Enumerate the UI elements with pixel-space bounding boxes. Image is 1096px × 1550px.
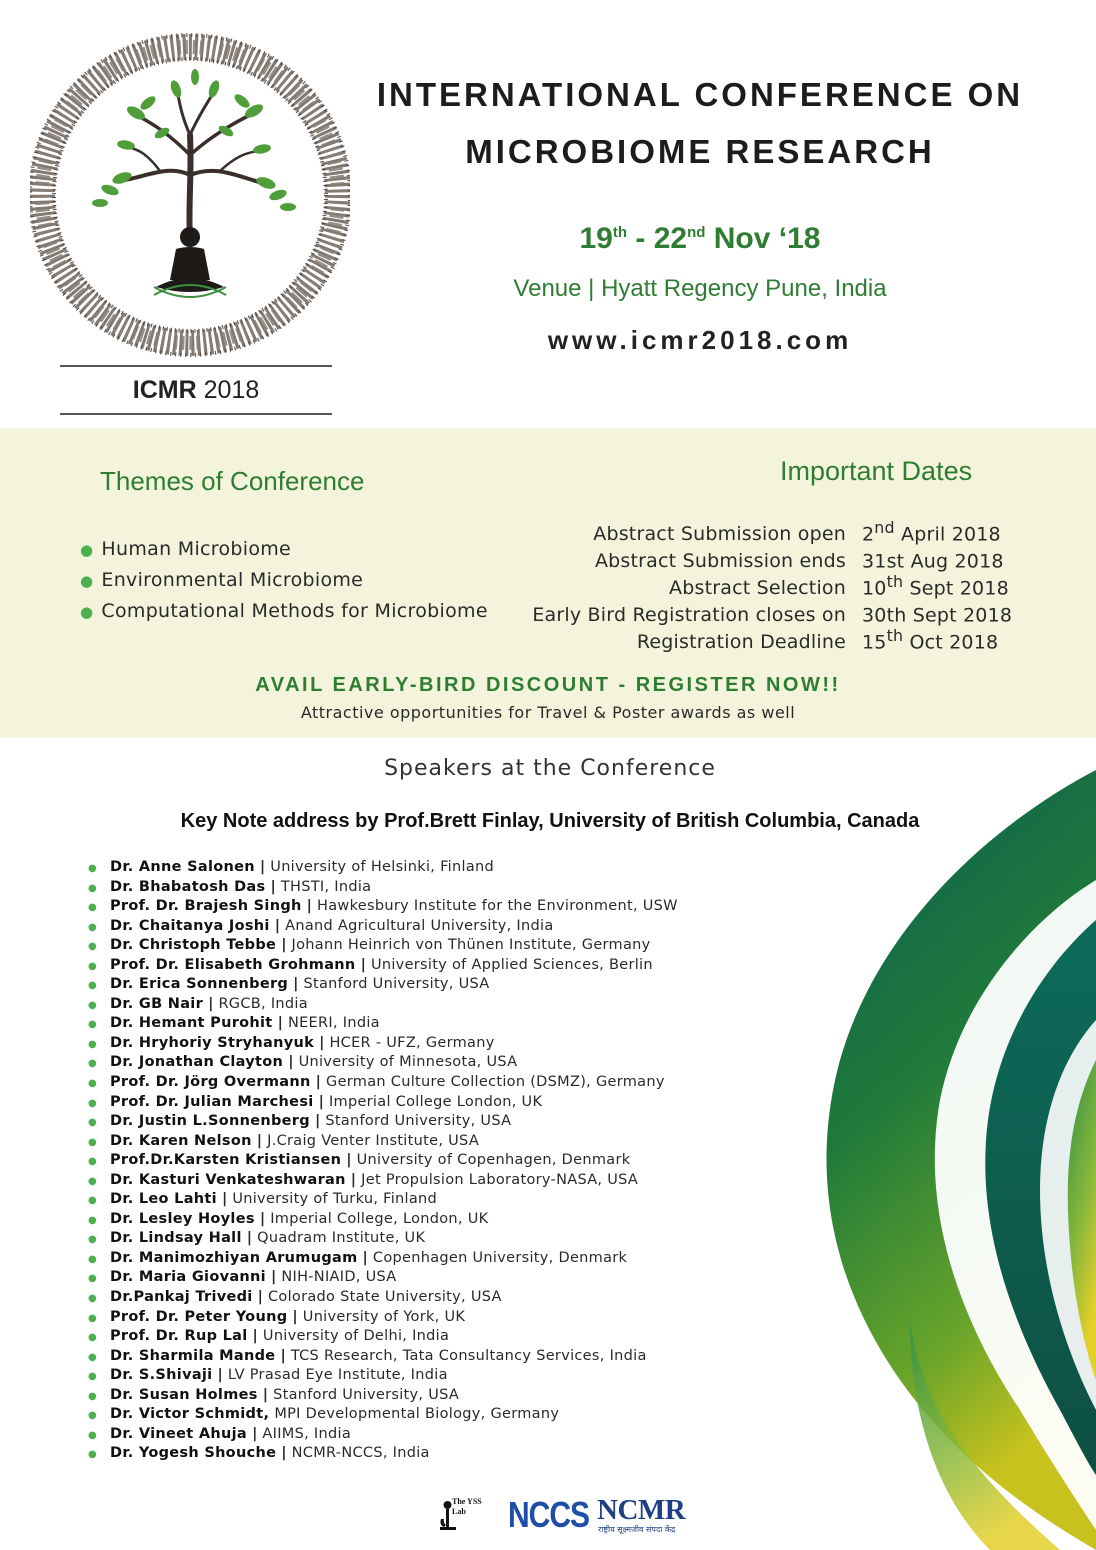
speaker-item: ● Prof. Dr. Rup Lal | University of Delhi, India xyxy=(88,1327,678,1347)
speaker-item: ● Dr. Victor Schmidt, MPI Developmental Biology, Germany xyxy=(88,1405,678,1425)
bullet-icon: ● xyxy=(88,999,97,1011)
speaker-item: ● Dr.Pankaj Trivedi | Colorado State University, USA xyxy=(88,1288,678,1308)
speaker-item: ● Dr. Manimozhiyan Arumugam | Copenhagen University, Denmark xyxy=(88,1249,678,1269)
speaker-item: ● Dr. Kasturi Venkateshwaran | Jet Propulsion Laboratory-NASA, USA xyxy=(88,1171,678,1191)
bullet-icon: ● xyxy=(88,1312,97,1324)
bullet-icon: ● xyxy=(88,1175,97,1187)
bullet-icon: ● xyxy=(88,882,97,894)
speaker-item: ● Dr. Lesley Hoyles | Imperial College, London, UK xyxy=(88,1210,678,1230)
bullet-icon: ● xyxy=(88,1351,97,1363)
speaker-item: ● Prof. Dr. Jörg Overmann | German Culture Collection (DSMZ), Germany xyxy=(88,1073,678,1093)
conference-title-line-1: INTERNATIONAL CONFERENCE ON xyxy=(376,76,1024,113)
ncmr-logo: NCMR xyxy=(597,1494,686,1526)
bullet-icon: ● xyxy=(88,1371,97,1383)
bullet-icon: ● xyxy=(88,1293,97,1305)
bullet-icon: ● xyxy=(88,960,97,972)
bullet-icon: ● xyxy=(88,1429,97,1441)
speaker-item: ● Prof. Dr. Julian Marchesi | Imperial College London, UK xyxy=(88,1093,678,1113)
keynote-speaker: Key Note address by Prof.Brett Finlay, University of British Columbia, Canada xyxy=(180,810,920,832)
yss-lab-logo-text: The YSS Lab xyxy=(452,1497,482,1516)
bullet-icon: ● xyxy=(88,1117,97,1129)
website-link[interactable]: www.icmr2018.com xyxy=(547,325,853,355)
speaker-item: ● Dr. Susan Holmes | Stanford University, USA xyxy=(88,1386,678,1406)
date-row: Registration Deadline 15th Oct 2018 xyxy=(636,626,999,654)
ncmr-logo-subtext: राष्ट्रीय सूक्ष्मजीव संपदा केंद्र xyxy=(598,1525,676,1534)
cta-subline: Attractive opportunities for Travel & Poster awards as well xyxy=(300,703,796,722)
speaker-item: ● Prof. Dr. Peter Young | University of York, UK xyxy=(88,1308,678,1328)
bullet-icon: ● xyxy=(88,1390,97,1402)
bullet-icon: ● xyxy=(80,541,94,559)
speaker-item: ● Prof. Dr. Brajesh Singh | Hawkesbury Institute for the Environment, USW xyxy=(88,897,678,917)
speaker-item: ● Prof. Dr. Elisabeth Grohmann | University of Applied Sciences, Berlin xyxy=(88,956,678,976)
speaker-item: ● Dr. S.Shivaji | LV Prasad Eye Institute, India xyxy=(88,1366,678,1386)
bullet-icon: ● xyxy=(88,1078,97,1090)
bullet-icon: ● xyxy=(88,1449,97,1461)
theme-item: ● Computational Methods for Microbiome xyxy=(80,600,488,622)
speaker-item: ● Prof.Dr.Karsten Kristiansen | University of Copenhagen, Denmark xyxy=(88,1151,678,1171)
bullet-icon: ● xyxy=(88,1332,97,1344)
date-row: Early Bird Registration closes on 30th Sept 2018 xyxy=(532,604,1013,627)
speaker-item: ● Dr. Bhabatosh Das | THSTI, India xyxy=(88,878,678,898)
bullet-icon: ● xyxy=(88,921,97,933)
speaker-item: ● Dr. Justin L.Sonnenberg | Stanford University, USA xyxy=(88,1112,678,1132)
bullet-icon: ● xyxy=(88,980,97,992)
bullet-icon: ● xyxy=(88,1156,97,1168)
speaker-item: ● Dr. Anne Salonen | University of Helsinki, Finland xyxy=(88,858,678,878)
date-row: Abstract Submission ends 31st Aug 2018 xyxy=(594,550,1004,573)
speaker-item: ● Dr. Chaitanya Joshi | Anand Agricultural University, India xyxy=(88,917,678,937)
logo-caption: ICMR 2018 xyxy=(60,365,332,415)
speaker-item: ● Dr. Jonathan Clayton | University of Minnesota, USA xyxy=(88,1053,678,1073)
bullet-icon: ● xyxy=(88,1097,97,1109)
bullet-icon: ● xyxy=(88,902,97,914)
speaker-item: ● Dr. Hryhoriy Stryhanyuk | HCER - UFZ, Germany xyxy=(88,1034,678,1054)
bullet-icon: ● xyxy=(88,1136,97,1148)
bullet-icon: ● xyxy=(88,1058,97,1070)
speaker-item: ● Dr. Maria Giovanni | NIH-NIAID, USA xyxy=(88,1268,678,1288)
venue: Venue | Hyatt Regency Pune, India xyxy=(513,275,887,302)
bullet-icon: ● xyxy=(88,1214,97,1226)
speaker-item: ● Dr. Hemant Purohit | NEERI, India xyxy=(88,1014,678,1034)
bullet-icon: ● xyxy=(80,603,94,621)
bullet-icon: ● xyxy=(88,941,97,953)
bullet-icon: ● xyxy=(88,1038,97,1050)
speaker-item: ● Dr. Yogesh Shouche | NCMR-NCCS, India xyxy=(88,1444,678,1464)
bullet-icon: ● xyxy=(80,572,94,590)
speakers-heading: Speakers at the Conference xyxy=(384,756,716,781)
speaker-item: ● Dr. Christoph Tebbe | Johann Heinrich von Thünen Institute, Germany xyxy=(88,936,678,956)
nccs-logo: NCCS xyxy=(508,1496,590,1536)
speaker-item: ● Dr. Sharmila Mande | TCS Research, Tata Consultancy Services, India xyxy=(88,1347,678,1367)
bullet-icon: ● xyxy=(88,1195,97,1207)
speaker-item: ● Dr. Karen Nelson | J.Craig Venter Institute, USA xyxy=(88,1132,678,1152)
bullet-icon: ● xyxy=(88,1253,97,1265)
register-cta[interactable]: AVAIL EARLY-BIRD DISCOUNT - REGISTER NOW!! xyxy=(255,674,841,696)
date-row: Abstract Selection 10th Sept 2018 xyxy=(669,572,1009,600)
bullet-icon: ● xyxy=(88,1234,97,1246)
date-row: Abstract Submission open 2nd April 2018 xyxy=(593,518,1001,546)
decorative-swoosh xyxy=(760,760,1096,1550)
bullet-icon: ● xyxy=(88,1273,97,1285)
conference-title-line-2: MICROBIOME RESEARCH xyxy=(465,133,935,170)
important-dates-heading: Important Dates xyxy=(780,456,973,486)
bullet-icon: ● xyxy=(88,863,97,874)
speaker-item: ● Dr. Leo Lahti | University of Turku, Finland xyxy=(88,1190,678,1210)
event-date: 19th - 22nd Nov ‘18 xyxy=(579,222,821,255)
important-dates-table xyxy=(480,514,1013,654)
speaker-item: ● Dr. GB Nair | RGCB, India xyxy=(88,995,678,1015)
conference-logo xyxy=(30,25,350,415)
theme-item: ● Human Microbiome xyxy=(80,538,292,560)
themes-list xyxy=(80,537,488,630)
themes-heading: Themes of Conference xyxy=(100,466,365,496)
bullet-icon: ● xyxy=(88,1410,97,1422)
theme-item: ● Environmental Microbiome xyxy=(80,569,364,591)
speaker-item: ● Dr. Lindsay Hall | Quadram Institute, UK xyxy=(88,1229,678,1249)
speakers-list xyxy=(88,858,678,1464)
speaker-item: ● Dr. Vineet Ahuja | AIIMS, India xyxy=(88,1425,678,1445)
speaker-item: ● Dr. Erica Sonnenberg | Stanford University, USA xyxy=(88,975,678,995)
bullet-icon: ● xyxy=(88,1019,97,1031)
